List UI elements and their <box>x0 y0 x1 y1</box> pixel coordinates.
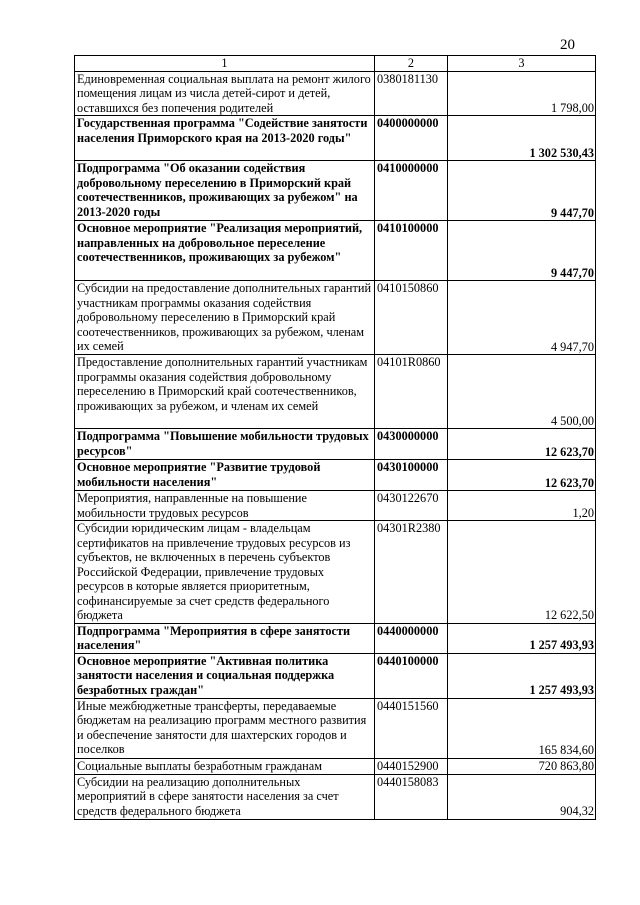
row-code: 0440100000 <box>375 653 448 698</box>
row-code: 0430122670 <box>375 491 448 521</box>
header-col-3: 3 <box>448 56 596 72</box>
table-row <box>75 429 596 460</box>
row-amount: 1 257 493,93 <box>448 653 596 698</box>
row-name: Иные межбюджетные трансферты, передаваемые бюджетам на реализацию программ местного развития и обеспечение занятости для шахтерских городов и поселков <box>75 698 375 758</box>
row-code: 0400000000 <box>375 116 448 161</box>
row-name: Единовременная социальная выплата на ремонт жилого помещения лицам из числа детей-сирот и детей, оставшихся без попечения родителей <box>75 71 375 116</box>
table-row <box>75 116 596 161</box>
row-name: Основное мероприятие "Реализация мероприятий, направленных на добровольное переселение соотечественников, проживающих за рубежом" <box>75 221 375 281</box>
row-code: 04101R0860 <box>375 355 448 429</box>
row-name: Субсидии на реализацию дополнительных мероприятий в сфере занятости населения за счет средств федерального бюджета <box>75 774 375 819</box>
row-name: Социальные выплаты безработным гражданам <box>75 758 375 774</box>
row-amount: 4 947,70 <box>448 281 596 355</box>
table-row <box>75 623 596 653</box>
row-name: Предоставление дополнительных гарантий участникам программы оказания содействия добровольному переселению в Приморский край соотечественников, проживающих за рубежом, и членам их семей <box>75 355 375 429</box>
table-row <box>75 521 596 624</box>
table-row <box>75 71 596 116</box>
row-amount: 12 623,70 <box>448 429 596 460</box>
table-row <box>75 161 596 221</box>
row-name: Подпрограмма "Повышение мобильности трудовых ресурсов" <box>75 429 375 460</box>
table-row <box>75 355 596 429</box>
row-code: 0430000000 <box>375 429 448 460</box>
row-name: Мероприятия, направленные на повышение мобильности трудовых ресурсов <box>75 491 375 521</box>
row-amount: 4 500,00 <box>448 355 596 429</box>
row-name: Государственная программа "Содействие занятости населения Приморского края на 2013-2020 годы" <box>75 116 375 161</box>
row-amount: 904,32 <box>448 774 596 819</box>
row-code: 04301R2380 <box>375 521 448 624</box>
row-amount: 12 623,70 <box>448 460 596 491</box>
row-amount: 165 834,60 <box>448 698 596 758</box>
table-row <box>75 491 596 521</box>
row-name: Субсидии юридическим лицам - владельцам сертификатов на привлечение трудовых ресурсов из субъектов, не включенных в перечень субъектов Российской Федерации, привлечение трудовых ресурсов в которые является приоритетным, софинансируемые за счет средств федерального бюджета <box>75 521 375 624</box>
row-amount: 1 798,00 <box>448 71 596 116</box>
row-amount: 720 863,80 <box>448 758 596 774</box>
table-row <box>75 460 596 491</box>
row-name: Субсидии на предоставление дополнительных гарантий участникам программы оказания содействия добровольному переселению в Приморский край соотечественников, проживающих за рубежом, членам их семей <box>75 281 375 355</box>
table-row <box>75 774 596 819</box>
table-row <box>75 221 596 281</box>
row-amount: 1,20 <box>448 491 596 521</box>
row-name: Подпрограмма "Об оказании содействия добровольному переселению в Приморский край соотечественников, проживающих за рубежом" на 2013-2020 годы <box>75 161 375 221</box>
row-code: 0440000000 <box>375 623 448 653</box>
row-code: 0440158083 <box>375 774 448 819</box>
row-amount: 12 622,50 <box>448 521 596 624</box>
table-header-row <box>75 56 596 72</box>
header-col-2: 2 <box>375 56 448 72</box>
table-row <box>75 698 596 758</box>
budget-table <box>74 55 596 820</box>
row-amount: 1 302 530,43 <box>448 116 596 161</box>
row-code: 0380181130 <box>375 71 448 116</box>
table-row <box>75 758 596 774</box>
table-row <box>75 653 596 698</box>
row-name: Подпрограмма "Мероприятия в сфере занятости населения" <box>75 623 375 653</box>
row-code: 0410100000 <box>375 221 448 281</box>
row-name: Основное мероприятие "Активная политика занятости населения и социальная поддержка безработных граждан" <box>75 653 375 698</box>
row-code: 0410000000 <box>375 161 448 221</box>
header-col-1: 1 <box>75 56 375 72</box>
table-row <box>75 281 596 355</box>
row-name: Основное мероприятие "Развитие трудовой мобильности населения" <box>75 460 375 491</box>
row-code: 0440152900 <box>375 758 448 774</box>
page-number: 20 <box>560 37 575 53</box>
row-code: 0410150860 <box>375 281 448 355</box>
row-amount: 9 447,70 <box>448 221 596 281</box>
row-amount: 1 257 493,93 <box>448 623 596 653</box>
row-code: 0440151560 <box>375 698 448 758</box>
row-code: 0430100000 <box>375 460 448 491</box>
row-amount: 9 447,70 <box>448 161 596 221</box>
